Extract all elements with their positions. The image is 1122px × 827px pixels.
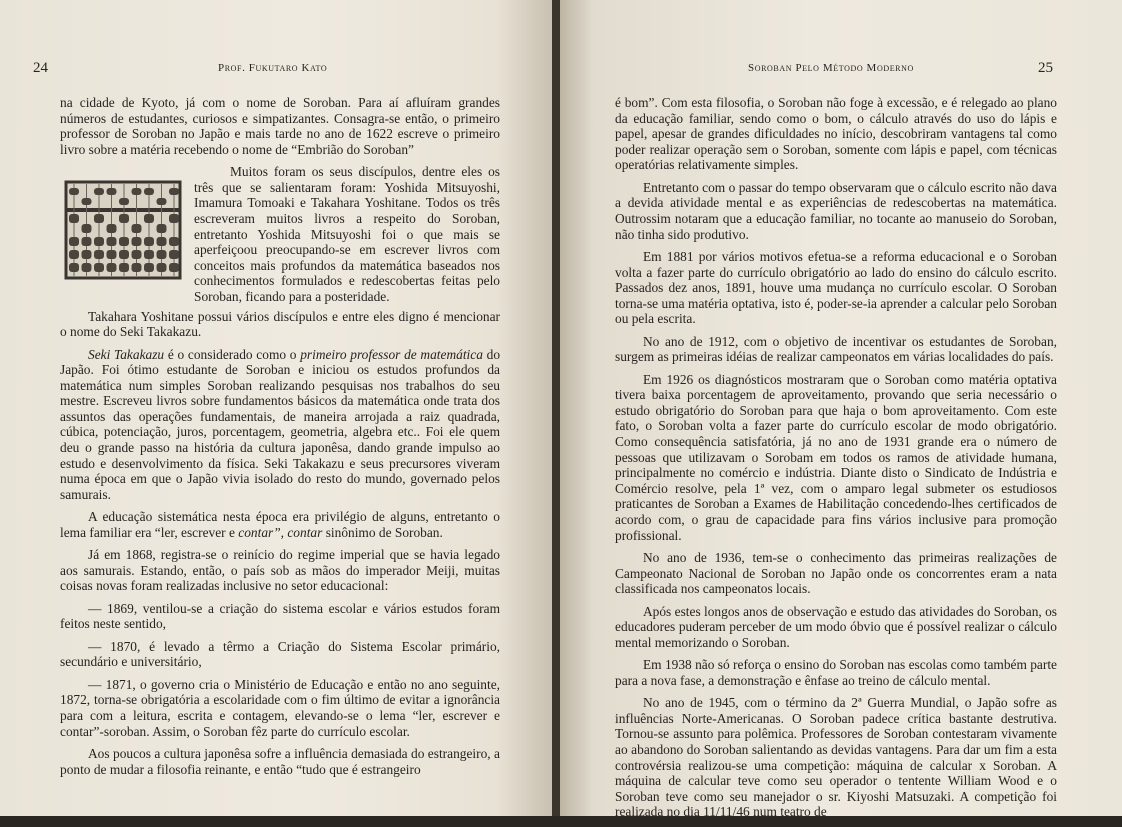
soroban-figure	[64, 180, 182, 288]
running-head: Prof. Fukutaro Kato	[218, 62, 328, 74]
paragraph: é bom”. Com esta filosofia, o Soroban não foge à excessão, e é relegado ao plano da educação familiar, sendo como o bom, o cálculo através do uso do lápis e papel, apesar de grandes dificuldades no início, descobriram vantagens tal como poder realizar operação sem o Soroban, somente com lápis e papel, com técnicas operatórias relativamente simples.	[615, 95, 1057, 173]
page-number: 25	[1038, 60, 1053, 76]
paragraph: Em 1938 não só reforça o ensino do Soroban nas escolas como também parte para a nova fase, a demonstração e ênfase ao treino de cálculo mental.	[615, 657, 1057, 688]
italic-name: Seki Takakazu	[88, 346, 165, 362]
page-body	[60, 95, 500, 784]
paragraph: Em 1881 por vários motivos efetua-se a reforma educacional e o Soroban volta a fazer parte do currículo obrigatório ao lado do ensino do cálculo escrito. Passados dez anos, 1891, houve uma mudança no currículo escolar. O Soroban torna-se uma matéria optativa, isto é, poder-se-ia aprender a calcular pelo Soroban ou pela escrita.	[615, 248, 1057, 327]
soroban-illustration	[64, 180, 182, 280]
italic-phrase: primeiro professor de matemática	[300, 346, 483, 362]
right-page	[560, 0, 1122, 820]
left-page	[0, 0, 552, 816]
paragraph	[60, 509, 500, 540]
book-gutter	[552, 0, 560, 816]
paragraph: na cidade de Kyoto, já com o nome de Soroban. Para aí afluíram grandes números de estudantes, curiosos e simpatizantes. Consagra-se então, o primeiro professor de Soroban no Japão e mais tarde no ano de 1622 escreve o primeiro livro sobre a matéria recebendo o nome de “Embrião do Soroban”	[60, 95, 500, 157]
paragraph	[60, 347, 500, 503]
paragraph: — 1869, ventilou-se a criação do sistema escolar e vários estudos foram feitos neste sentido,	[60, 600, 500, 632]
italic-phrase: contar”, contar	[238, 524, 323, 540]
paragraph: Em 1926 os diagnósticos mostraram que o Soroban como matéria optativa tivera baixa porcentagem de aproveitamento, provando que seria necessário o estudo obrigatório do Soroban para que haja o bom aproveitamento. Com este fato, o Soroban volta a fazer parte do currículo escolar de modo obrigatório. Como consequência satisfatória, já no ano de 1931 grande era o número de pessoas que utilizavam o Sorobam em todos os ramos de atividade humana, principalmente no comércio e indústria. Diante disto o Sindicato de Indústria e Comércio resolve, pela 1ª vez, com o amparo legal submeter os estudiosos praticantes de Soroban a Exames de Habilitação concedendo-lhes certificados de acordo com, o grau de capacidade para fins vários inclusive para promoção profissional.	[615, 371, 1057, 543]
paragraph: Aos poucos a cultura japonêsa sofre a influência demasiada do estrangeiro, a ponto de mudar a filosofia reinante, e então “tudo que é estrangeiro	[60, 745, 500, 777]
paragraph: Entretanto com o passar do tempo observaram que o cálculo escrito não dava a devida atividade mental e as experiências de redescobertas na matemática. Outrossim notaram que a educação familiar, no tocante ao manuseio do Soroban, não tinha sido produtivo.	[615, 179, 1057, 242]
paragraph: Após estes longos anos de observação e estudo das atividades do Soroban, os educadores puderam perceber de um modo óbvio que é possível realizar o cálculo mental memorizando o Soroban.	[615, 603, 1057, 650]
page-number: 24	[33, 60, 48, 76]
paragraph: — 1871, o governo cria o Ministério de Educação e então no ano seguinte, 1872, torna-se obrigatória a escolaridade com o fim último de evitar a ignorância para com a leitura, escrita e contagem, elevando-se o lema “ler, escrever e contar”-soroban. Assim, o Soroban fêz parte do currículo escolar.	[60, 676, 500, 739]
paragraph: No ano de 1936, tem-se o conhecimento das primeiras realizações de Campeonato Nacional de Soroban no Japão onde os concorrentes eram a nata classificada nos campeonatos locais.	[615, 550, 1057, 597]
running-head: Soroban Pelo Método Moderno	[748, 62, 914, 74]
paragraph: Muitos foram os seus discípulos, dentre eles os três que se salientaram foram: Yoshida Mitsuyoshi, Imamura Tomoaki e Takahara Yoshitane. Todos os três escreveram muitos livros a respeito do Soroban, entretanto Yoshida Mitsuyoshi foi o que mais se aperfeiçoou preocupando-se em escrever livros com conceitos mais profundos da matemática baseados nos conhecimentos formulados e redescobertas feitas pelo Soroban, ficando para a posteridade.	[194, 164, 500, 304]
text-run: do Japão. Foi ótimo estudante de Soroban e iniciou os estudos profundos da matemática num simples Soroban realizando pesquisas nos trabalhos do seu mestre. Escreveu livros sobre fundamentos básicos da matemática onde trata dos assuntos das operações fundamentais, de maneira arrojada a raiz quadrada, cúbica, potenciação, juros, porcentagem, geometria, algebra etc.. Foi ele quem deu o grande passo na história da cultura japonêsa, dando grande impulso ao estudo e desenvolvimento da física. Seki Takakazu e seus precursores viveram numa época em que o Japão vivia isolado do resto do mundo, governado pelos samurais.	[60, 346, 501, 502]
paragraph: No ano de 1945, com o término da 2ª Guerra Mundial, o Japão sofre as influências Norte-Americanas. O Soroban padece crítica bastante destrutiva. Tornou-se assunto para polêmica. Professores de Soroban contestaram vivamente ao abandono do Soroban salientando as devidas vantagens. Para dar um fim a esta controvérsia realizou-se uma competição: máquina de calcular x Soroban. A máquina de calcular teve como seu operador o tentente William Wood e o Soroban teve como seu manejador o sr. Kiyoshi Matsuzaki. A competição foi realizada no dia 11/11/46 num teatro de	[615, 695, 1057, 820]
paragraph: No ano de 1912, com o objetivo de incentivar os estudantes de Soroban, surgem as primeiras idéias de realizar campeonatos em várias localidades do país.	[615, 333, 1057, 365]
text-run: é o considerado como o	[164, 346, 301, 362]
text-run: sinônimo de Soroban.	[322, 524, 443, 540]
paragraph: Takahara Yoshitane possui vários discípulos e entre eles digno é mencionar o nome do Seki Takakazu.	[60, 308, 500, 340]
paragraph: Já em 1868, registra-se o reinício do regime imperial que se havia legado aos samurais. Estando, então, o país sob as mãos do imperador Meiji, muitas coisas novas foram realizadas inclusive no setor educacional:	[60, 547, 500, 594]
text-run: A educação sistemática nesta época era privilégio de alguns, entretanto o lema familiar era “ler, escrever e	[60, 509, 500, 540]
paragraph: — 1870, é levado a têrmo a Criação do Sistema Escolar primário, secundário e universitário,	[60, 638, 500, 670]
page-body	[615, 95, 1057, 827]
